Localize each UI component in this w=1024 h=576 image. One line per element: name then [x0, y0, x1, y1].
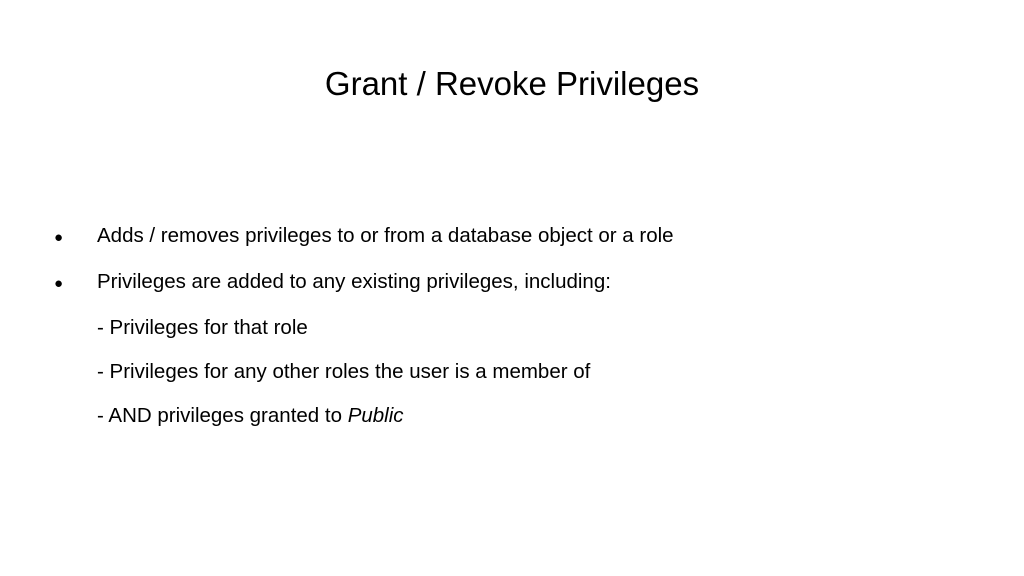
bullet-marker: ● [54, 229, 64, 246]
bullet-text: Adds / removes privileges to or from a database object or a role [97, 224, 674, 247]
sub-line-prefix: - AND privileges granted to [97, 404, 348, 427]
bullet-list [54, 214, 674, 438]
slide-title: Grant / Revoke Privileges [324, 65, 700, 102]
bullet-item [54, 214, 674, 260]
public-emphasis: Public [347, 404, 404, 427]
sub-line: - Privileges for that role [97, 316, 308, 339]
sub-line: - Privileges for any other roles the user is a member of [97, 360, 591, 383]
bullet-item [54, 260, 674, 306]
bullet-marker: ● [54, 275, 64, 292]
bullet-text: Privileges are added to any existing privileges, including: [97, 270, 611, 293]
sub-line-public [54, 394, 674, 438]
